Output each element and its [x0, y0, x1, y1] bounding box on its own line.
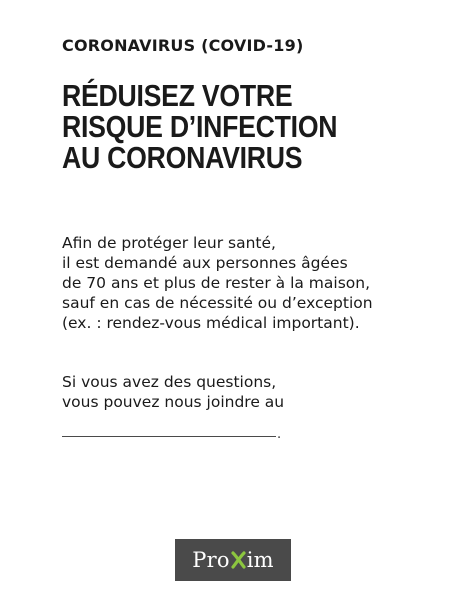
paragraph-line: de 70 ans et plus de rester à la maison, [62, 274, 371, 292]
fill-line-period: . [277, 427, 282, 442]
subtitle: CORONAVIRUS (COVID-19) [62, 36, 304, 55]
headline-line-1: RÉDUISEZ VOTRE [62, 78, 293, 113]
logo-text-start: Pro [192, 548, 230, 572]
logo-wordmark [192, 548, 273, 572]
paragraph-line: il est demandé aux personnes âgées [62, 254, 348, 272]
phone-fill-line [62, 436, 276, 437]
paragraph-line: Afin de protéger leur santé, [62, 234, 276, 252]
instruction-paragraph [62, 233, 373, 333]
paragraph-line: (ex. : rendez-vous médical important). [62, 314, 360, 332]
logo-text-end: im [246, 548, 274, 572]
paragraph-line: Si vous avez des questions, [62, 373, 277, 391]
headline-line-2: RISQUE D’INFECTION [62, 109, 338, 144]
paragraph-line: vous pouvez nous joindre au [62, 393, 285, 411]
headline-line-3: AU CORONAVIRUS [62, 140, 303, 175]
leaf-x-icon [231, 551, 246, 569]
proxim-logo [175, 539, 291, 581]
headline [62, 80, 382, 173]
paragraph-line: sauf en cas de nécessité ou d’exception [62, 294, 373, 312]
contact-paragraph [62, 372, 284, 412]
